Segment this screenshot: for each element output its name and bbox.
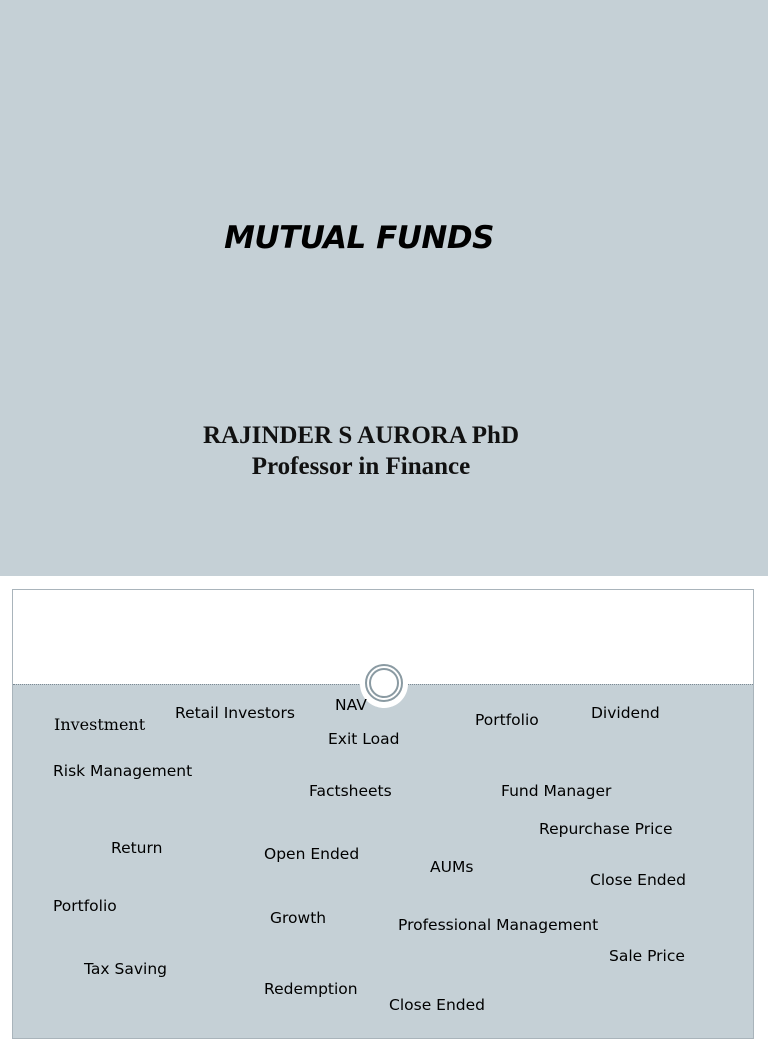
term-open-ended: Open Ended: [264, 845, 360, 863]
term-return: Return: [111, 839, 163, 857]
term-nav: NAV: [335, 696, 367, 714]
term-tax-saving: Tax Saving: [84, 960, 167, 978]
slide-title: MUTUAL FUNDS: [224, 220, 494, 256]
term-fund-manager: Fund Manager: [501, 782, 612, 800]
author-role: Professor in Finance: [251, 453, 471, 480]
author-block: [0, 420, 722, 482]
term-investment: Investment: [54, 715, 146, 734]
circle-ornament-icon: [365, 664, 403, 702]
term-aums: AUMs: [430, 858, 474, 876]
keywords-slide: [12, 589, 754, 1039]
term-sale-price: Sale Price: [609, 947, 685, 965]
term-dividend: Dividend: [591, 704, 660, 722]
term-professional-management: Professional Management: [398, 916, 599, 934]
term-close-ended-bottom: Close Ended: [389, 996, 485, 1014]
term-portfolio-top: Portfolio: [475, 711, 539, 729]
term-close-ended-right: Close Ended: [590, 871, 686, 889]
term-exit-load: Exit Load: [328, 730, 400, 748]
term-repurchase-price: Repurchase Price: [539, 820, 673, 838]
term-portfolio-left: Portfolio: [53, 897, 117, 915]
term-factsheets: Factsheets: [309, 782, 392, 800]
term-retail-investors: Retail Investors: [175, 704, 295, 722]
author-name: RAJINDER S AURORA PhD: [202, 422, 519, 449]
term-risk-management: Risk Management: [53, 762, 193, 780]
term-redemption: Redemption: [264, 980, 358, 998]
term-growth: Growth: [270, 909, 327, 927]
